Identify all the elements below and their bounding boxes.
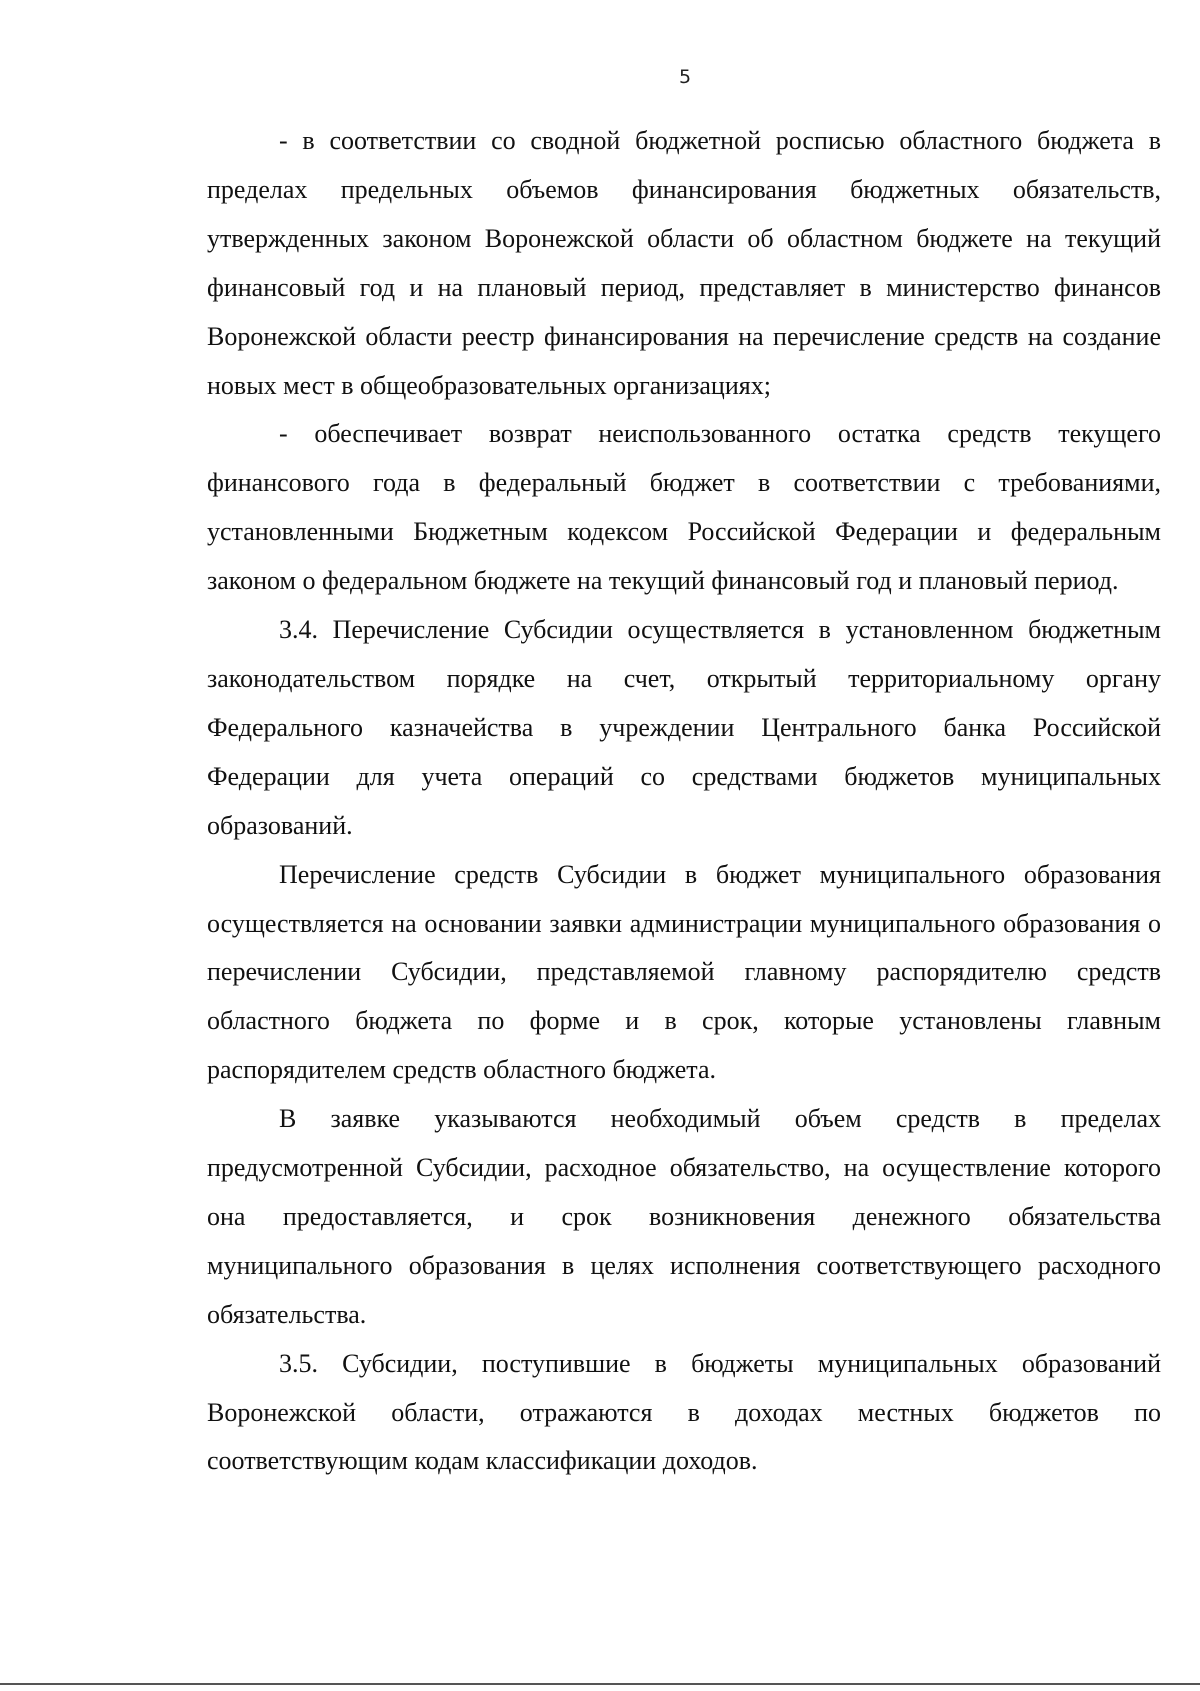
paragraph-budget-schedule: - в соответствии со сводной бюджетной росписью областного бюджета в пределах предельных объемов финансирования бюджетных обязательств, утвержденных законом Воронежской области об областном бюджете на текущий финансовый год и на плановый период, представляет в министерство финансов Воронежской области реестр финансирования на перечисление средств на создание новых мест в общеобразовательных организациях;	[207, 126, 1161, 400]
scan-bottom-edge-line	[0, 1683, 1200, 1685]
paragraph-3-5-income-reflection: 3.5. Субсидии, поступившие в бюджеты муниципальных образований Воронежской области, отражаются в доходах местных бюджетов по соответствующим кодам классификации доходов.	[207, 1348, 1161, 1476]
paragraph-request-contents: В заявке указываются необходимый объем средств в пределах предусмотренной Субсидии, расходное обязательство, на осуществление которого она предоставляется, и срок возникновения денежного обязательства муниципального образования в целях исполнения соответствующего расходного обязательства.	[207, 1104, 1161, 1329]
page-number: 5	[678, 66, 692, 88]
document-body	[207, 117, 1161, 1486]
paragraph-return-of-unused-funds: - обеспечивает возврат неиспользованного остатка средств текущего финансового года в федеральный бюджет в соответствии с требованиями, установленными Бюджетным кодексом Российской Федерации и федеральным законом о федеральном бюджете на текущий финансовый год и плановый период.	[207, 419, 1161, 596]
paragraph-3-4-transfer: 3.4. Перечисление Субсидии осуществляется в установленном бюджетным законодательством порядке на счет, открытый территориальному органу Федерального казначейства в учреждении Центрального банка Российской Федерации для учета операций со средствами бюджетов муниципальных образований.	[207, 615, 1161, 840]
paragraph-transfer-by-request: Перечисление средств Субсидии в бюджет муниципального образования осуществляется на основании заявки администрации муниципального образования о перечислении Субсидии, представляемой главному распорядителю средств областного бюджета по форме и в срок, которые установлены главным распорядителем средств областного бюджета.	[207, 859, 1161, 1085]
